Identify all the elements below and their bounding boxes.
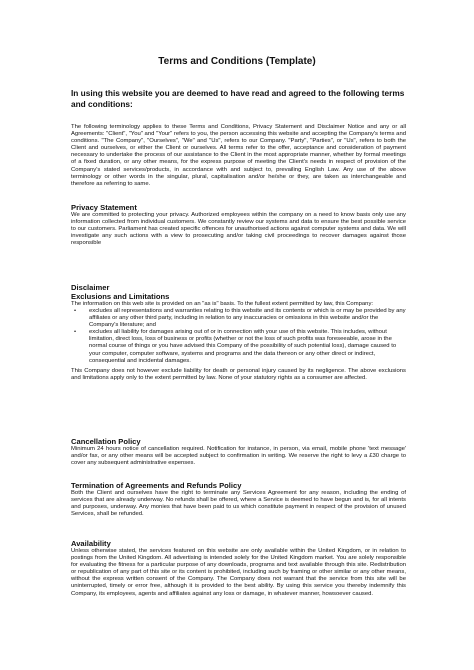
disclaimer-intro: The information on this web site is provided on an "as is" basis. To the fullest extent permitted by law, this Company: <box>71 301 374 307</box>
page-title: Terms and Conditions (Template) <box>158 56 316 67</box>
availability-heading: Availability <box>71 539 111 548</box>
termination-heading: Termination of Agreements and Refunds Policy <box>71 481 242 490</box>
privacy-heading: Privacy Statement <box>71 203 137 212</box>
availability-paragraph: Unless otherwise stated, the services featured on this website are only available within the United Kingdom, or in relation to postings from the United Kingdom. All advertising is intended solely for the United Kingdom market. You are solely responsible for evaluating the fitness for a particular purpose of any downloads, programs and text available through this site. Redistribution or republication of any part of this site or its content is prohibited, including such by framing or other similar or any other means, without the express written consent of the Company. The Company does not warrant that the service from this site will be uninterrupted, timely or error free, although it is provided to the best ability. By using this service you thereby indemnify this Company, its employees, agents and affiliates against any loss or damage, in whatever manner, howsoever caused. <box>71 548 406 597</box>
list-item-text: excludes all representations and warranties relating to this website and its contents or which is or may be provided by any affiliates or any other third party, including in relation to any inaccuracies or omissions in this website and/or the Company's literature; and <box>89 308 406 329</box>
bullet-icon: • <box>74 308 77 314</box>
list-item <box>71 329 406 364</box>
cancellation-heading: Cancellation Policy <box>71 437 141 446</box>
bullet-icon: • <box>74 329 77 336</box>
termination-paragraph: Both the Client and ourselves have the right to terminate any Services Agreement for any reason, including the ending of services that are already underway. No refunds shall be offered, where a Service is deemed to have begun and is, for all intents and purposes, underway. Any monies that have been paid to us which constitute payment in respect of the provision of unused Services, shall be refunded. <box>71 490 406 518</box>
privacy-paragraph: We are committed to protecting your privacy. Authorized employees within the company on a need to know basis only use any information collected from individual customers. We constantly review our systems and data to ensure the best possible service to our customers. Parliament has created specific offences for unauthorised actions against computer systems and data. We will investigate any such actions with a view to prosecuting and/or taking civil proceedings to recover damages against those responsible <box>71 212 406 247</box>
disclaimer-heading: Disclaimer <box>71 283 110 292</box>
exclusions-list <box>71 308 406 365</box>
list-item-text: excludes all liability for damages arising out of or in connection with your use of this website. This includes, without limitation, direct loss, loss of business or profits (whether or not the loss of such profits was foreseeable, arose in the normal course of things or you have advised this Company of the possibility of such potential loss), damage caused to your computer, computer software, systems and programs and the data thereon or any other direct or indirect, consequential and incidental damages. <box>89 329 397 364</box>
terminology-paragraph: The following terminology applies to these Terms and Conditions, Privacy Statement and Disclaimer Notice and any or all Agreements: "Client", "You" and "Your" refers to you, the person accessing this website and accepting the Company's terms and conditions. "The Company", "Ourselves", "We" and "Us", refers to our Company. "Party", "Parties", or "Us", refers to both the Client and ourselves, or either the Client or ourselves. All terms refer to the offer, acceptance and consideration of payment necessary to undertake the process of our assistance to the Client in the most appropriate manner, whether by formal meetings of a fixed duration, or any other means, for the express purpose of meeting the Client's needs in respect of provision of the Company's stated services/products, in accordance with and subject to, prevailing English Law. Any use of the above terminology or other words in the singular, plural, capitalisation and/or he/she or they, are taken as interchangeable and therefore as referring to same. <box>71 124 406 187</box>
intro-heading: In using this website you are deemed to have read and agreed to the following terms and conditions: <box>71 88 405 109</box>
cancellation-paragraph: Minimum 24 hours notice of cancellation required. Notification for instance, in person, via email, mobile phone 'text message' and/or fax, or any other means will be accepted subject to confirmation in writing. We reserve the right to levy a £30 charge to cover any subsequent administrative expenses. <box>71 446 406 467</box>
disclaimer-closing: This Company does not however exclude liability for death or personal injury caused by its negligence. The above exclusions and limitations apply only to the extent permitted by law. None of your statutory rights as a consumer are affected. <box>71 368 406 382</box>
list-item <box>71 308 406 329</box>
exclusions-heading: Exclusions and Limitations <box>71 292 170 301</box>
